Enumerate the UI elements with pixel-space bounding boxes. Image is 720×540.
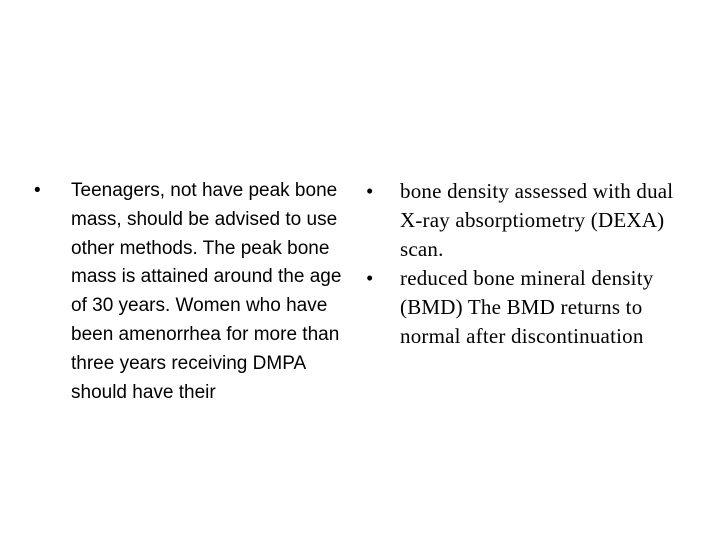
bullet-item [34, 177, 364, 407]
bullet-item [362, 264, 712, 351]
bullet-text: bone density assessed with dual X-ray absorptiometry (DEXA) scan. [400, 179, 674, 261]
bullet-glyph: • [366, 179, 374, 203]
right-bullet-list [362, 177, 712, 351]
bullet-text: Teenagers, not have peak bone mass, should be advised to use other methods. The peak bone mass is attained around the age of 30 years. Women who have been amenorrhea for more than three years receiving DMPA should have their [71, 180, 342, 403]
bullet-glyph: • [366, 266, 374, 290]
left-bullet-list [34, 177, 364, 407]
bullet-text: reduced bone mineral density (BMD) The BMD returns to normal after discontinuation [400, 266, 654, 348]
bullet-item [362, 177, 712, 264]
bullet-glyph: • [34, 180, 41, 201]
